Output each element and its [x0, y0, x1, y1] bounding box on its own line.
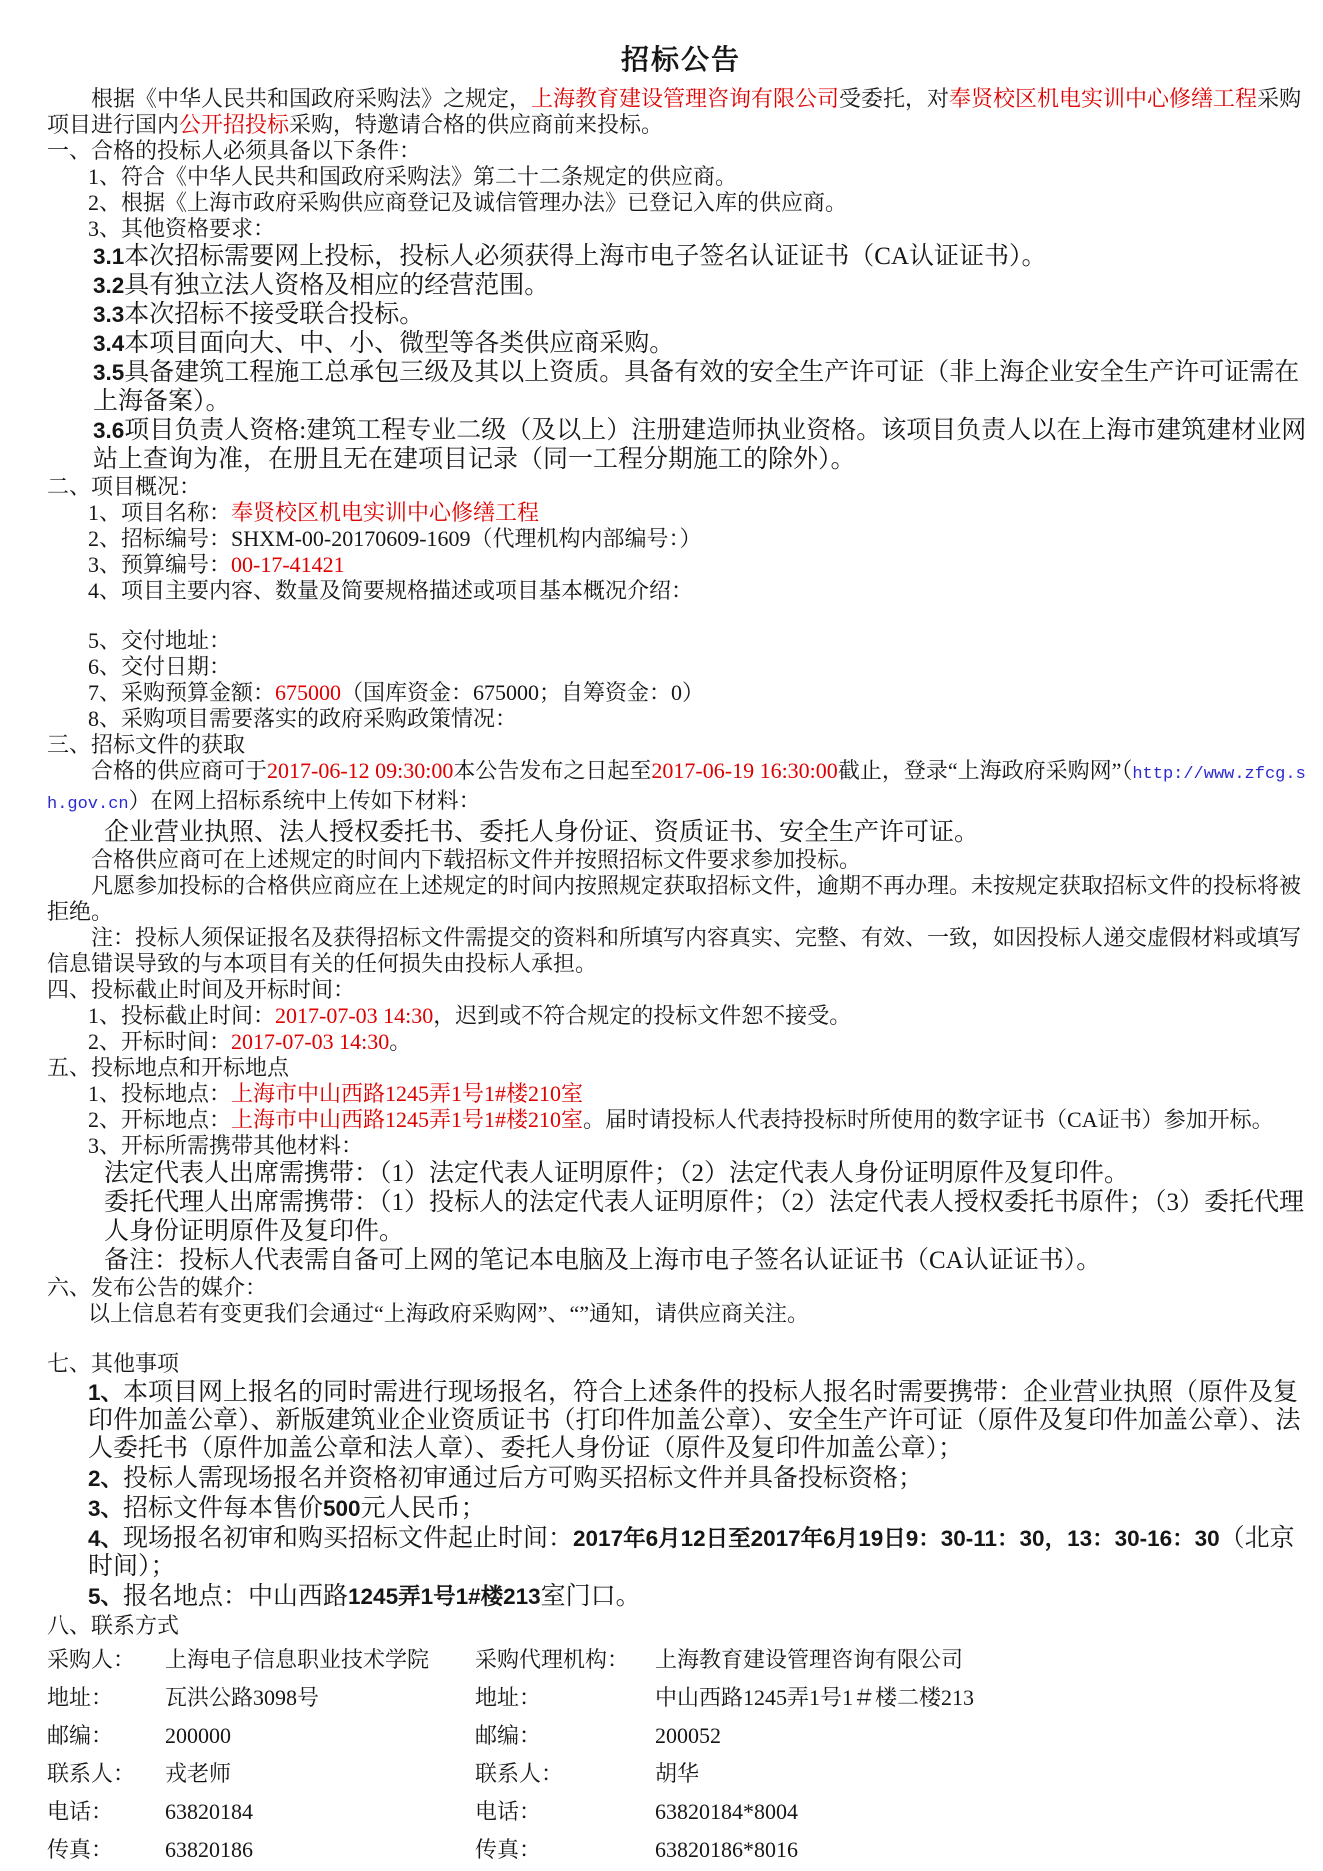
text-run: 4、项目主要内容、数量及简要规格描述或项目基本概况介绍： — [88, 578, 694, 603]
text-run: 675000 — [275, 680, 342, 705]
document-body — [47, 86, 1315, 1639]
text-run: 5、 — [88, 1584, 124, 1609]
section-2-header — [47, 474, 1315, 500]
section-6-header — [47, 1275, 1315, 1301]
item-2-8 — [88, 706, 1315, 732]
text-run: 具有独立法人资格及相应的经营范围。 — [124, 272, 550, 299]
item-1-3 — [88, 216, 1315, 242]
text-run: 截止，登录“上海政府采购网”（ — [837, 758, 1133, 783]
text-run: 3.5 — [93, 360, 125, 385]
contact-value: 上海电子信息职业技术学院 — [165, 1647, 430, 1672]
text-run: 上海市中山西路1245弄1号1#楼210室 — [231, 1081, 584, 1106]
text-run: 2017-06-12 09:30:00 — [267, 758, 454, 783]
text-run: 500 — [323, 1496, 361, 1521]
page-title: 招标公告 — [620, 45, 741, 76]
section-7-header — [47, 1351, 1315, 1377]
para-3-3 — [47, 847, 1315, 873]
text-run: 七、其他事项 — [47, 1351, 180, 1376]
text-run: 2017-07-03 14:30 — [275, 1003, 434, 1028]
text-run: 八、联系方式 — [47, 1613, 180, 1638]
contact-row — [47, 1755, 1315, 1793]
text-run: 根据《中华人民共和国政府采购法》之规定， — [91, 86, 532, 111]
text-run: 3、开标所需携带其他材料： — [88, 1133, 364, 1158]
para-6-1 — [88, 1301, 1315, 1327]
text-run: 。届时请投标人代表持投标时所使用的数字证书（CA证书）参加开标。 — [583, 1107, 1274, 1132]
text-run: 奉贤校区机电实训中心修缮工程 — [949, 86, 1258, 111]
section-8-header — [47, 1613, 1315, 1639]
text-run: 采购项目进行国内 — [47, 86, 1302, 137]
contact-row — [47, 1641, 1315, 1679]
text-run: 2017-06-19 16:30:00 — [651, 758, 838, 783]
item-7-5 — [88, 1583, 1315, 1611]
text-run: 受委托，对 — [839, 86, 950, 111]
item-2-6 — [88, 654, 1315, 680]
text-run: 合格的供应商可于 — [91, 758, 268, 783]
text-run: 室门口。 — [540, 1583, 641, 1610]
text-run: 3.1 — [93, 244, 125, 269]
item-5-3 — [88, 1133, 1315, 1159]
text-run: 1、 — [88, 1380, 124, 1405]
spacer-b — [47, 1327, 1315, 1351]
text-run: 投标人需现场报名并资格初审通过后方可购买招标文件并具备投标资格； — [123, 1465, 924, 1492]
item-1-1 — [88, 164, 1315, 190]
contact-row — [47, 1717, 1315, 1755]
text-run: 本项目面向大、中、小、微型等各类供应商采购。 — [124, 330, 675, 357]
para-3-5 — [47, 925, 1315, 977]
text-run: 凡愿参加投标的合格供应商应在上述规定的时间内按照规定获取招标文件，逾期不再办理。未按规定获取招标文件的投标将被拒绝。 — [47, 873, 1302, 924]
text-run: 本次招标不接受联合投标。 — [124, 301, 425, 328]
contact-label: 邮编： — [47, 1723, 114, 1748]
text-run: 委托代理人出席需携带：（1）投标人的法定代表人证明原件；（2）法定代表人授权委托书原件；（3）委托代理人身份证明原件及复印件。 — [104, 1189, 1305, 1245]
text-run: 采购，特邀请合格的供应商前来投标。 — [289, 112, 664, 137]
contact-label: 采购人： — [47, 1647, 136, 1672]
item-2-5 — [88, 628, 1315, 654]
text-run: 注：投标人须保证报名及获得招标文件需提交的资料和所填写内容真实、完整、有效、一致，如因投标人递交虚假材料或填写信息错误导致的与本项目有关的任何损失由投标人承担。 — [47, 925, 1302, 976]
item-7-1 — [88, 1379, 1315, 1463]
contact-value: 戎老师 — [165, 1761, 232, 1786]
item-4-2 — [88, 1029, 1315, 1055]
text-run: 3.2 — [93, 273, 125, 298]
text-run: 六、发布公告的媒介： — [47, 1275, 268, 1300]
text-run: 招标文件每本售价 — [123, 1495, 324, 1522]
text-run: 。 — [389, 1029, 412, 1054]
text-run: 具备建筑工程施工总承包三级及其以上资质。具备有效的安全生产许可证（非上海企业安全生产许可证需在上海备案）。 — [93, 359, 1300, 415]
text-run: 本公告发布之日起至 — [453, 758, 652, 783]
text-run: 3、其他资格要求： — [88, 216, 276, 241]
section-1-header — [47, 138, 1315, 164]
text-run: （北京时间）； — [88, 1525, 1295, 1580]
text-run: 2017年6月12日至2017年6月19日9：30-11：30，13：30-16：30 — [573, 1526, 1220, 1551]
contact-row — [47, 1793, 1315, 1831]
contact-value: 瓦洪公路3098号 — [165, 1685, 320, 1710]
item-2-7 — [88, 680, 1315, 706]
para-5-1 — [104, 1159, 1315, 1188]
contact-label: 采购代理机构： — [475, 1647, 630, 1672]
text-run: 以上信息若有变更我们会通过“上海政府采购网”、“”通知，请供应商关注。 — [88, 1301, 810, 1326]
item-1-3-4 — [93, 329, 1315, 358]
para-3-2 — [104, 818, 1315, 847]
item-7-3 — [88, 1495, 1315, 1523]
section-4-header — [47, 977, 1315, 1003]
contact-label: 地址： — [475, 1685, 542, 1710]
item-1-2 — [88, 190, 1315, 216]
text-run: 1、符合《中华人民共和国政府采购法》第二十二条规定的供应商。 — [88, 164, 738, 189]
contact-label: 地址： — [47, 1685, 114, 1710]
contact-value: 63820184 — [165, 1799, 253, 1824]
text-run: 本次招标需要网上投标，投标人必须获得上海市电子签名认证证书（CA认证证书）。 — [124, 243, 1047, 270]
text-run: 3.4 — [93, 331, 125, 356]
item-2-3 — [88, 552, 1315, 578]
contact-label: 传真： — [475, 1837, 542, 1862]
text-run: 奉贤校区机电实训中心修缮工程 — [231, 500, 540, 525]
contact-row — [47, 1831, 1315, 1869]
contact-table — [47, 1641, 1315, 1869]
item-7-2 — [88, 1465, 1315, 1493]
contact-value: 上海教育建设管理咨询有限公司 — [655, 1647, 964, 1672]
item-1-3-5 — [93, 358, 1315, 416]
contact-value: 200052 — [655, 1723, 721, 1748]
text-run: 00-17-41421 — [231, 552, 345, 577]
text-run: 6、交付日期： — [88, 654, 232, 679]
text-run: 项目负责人资格:建筑工程专业二级（及以上）注册建造师执业资格。该项目负责人以在上海市建筑建材业网站上查询为准，在册且无在建项目记录（同一工程分期施工的除外）。 — [93, 417, 1307, 473]
text-run: 三、招标文件的获取 — [47, 732, 246, 757]
text-run: 一、合格的投标人必须具备以下条件： — [47, 138, 422, 163]
text-run: 2、招标编号：SHXM-00-20170609-1609（代理机构内部编号：） — [88, 526, 702, 551]
contact-value: 200000 — [165, 1723, 231, 1748]
text-run: ）在网上招标系统中上传如下材料： — [128, 788, 481, 813]
text-run: 企业营业执照、法人授权委托书、委托人身份证、资质证书、安全生产许可证。 — [104, 819, 980, 846]
text-run: 3.3 — [93, 302, 125, 327]
item-2-2 — [88, 526, 1315, 552]
item-1-3-3 — [93, 300, 1315, 329]
contact-value: 63820184*8004 — [655, 1799, 798, 1824]
contact-label: 联系人： — [47, 1761, 136, 1786]
para-3-1 — [47, 758, 1315, 818]
text-run: 合格供应商可在上述规定的时间内下载招标文件并按照招标文件要求参加投标。 — [91, 847, 862, 872]
contact-value: 胡华 — [655, 1761, 700, 1786]
text-run: 8、采购项目需要落实的政府采购政策情况： — [88, 706, 518, 731]
text-run: 本项目网上报名的同时需进行现场报名，符合上述条件的投标人报名时需要携带：企业营业执照（原件及复印件加盖公章）、新版建筑业企业资质证书（打印件加盖公章）、安全生产许可证（原件及复印件加盖公章）、法人委托书（原件加盖公章和法人章）、委托人身份证（原件及复印件加盖公章）； — [88, 1379, 1301, 1462]
contact-value: 中山西路1245弄1号1＃楼二楼213 — [655, 1685, 975, 1710]
section-5-header — [47, 1055, 1315, 1081]
contact-value: 63820186*8016 — [655, 1837, 798, 1862]
text-run: 5、交付地址： — [88, 628, 232, 653]
text-run: 四、投标截止时间及开标时间： — [47, 977, 356, 1002]
text-run: 元人民币； — [360, 1495, 486, 1522]
item-1-3-2 — [93, 271, 1315, 300]
contact-label: 电话： — [47, 1799, 114, 1824]
item-5-1 — [88, 1081, 1315, 1107]
text-run: （国库资金：675000；自筹资金：0） — [341, 680, 705, 705]
item-4-1 — [88, 1003, 1315, 1029]
text-run: 1、投标地点： — [88, 1081, 232, 1106]
text-run: 上海市中山西路1245弄1号1#楼210室 — [231, 1107, 584, 1132]
para-5-3 — [104, 1246, 1315, 1275]
text-run: 法定代表人出席需携带：（1）法定代表人证明原件；（2）法定代表人身份证明原件及复印件。 — [104, 1160, 1130, 1187]
text-run: 2、 — [88, 1466, 124, 1491]
item-2-1 — [88, 500, 1315, 526]
text-run: ，迟到或不符合规定的投标文件恕不接受。 — [433, 1003, 852, 1028]
text-run: 五、投标地点和开标地点 — [47, 1055, 290, 1080]
item-7-4 — [88, 1525, 1315, 1581]
text-run: 报名地点：中山西路 — [123, 1583, 349, 1610]
text-run: 上海教育建设管理咨询有限公司 — [531, 86, 840, 111]
text-run: 二、项目概况： — [47, 474, 202, 499]
section-3-header — [47, 732, 1315, 758]
contact-label: 电话： — [475, 1799, 542, 1824]
text-run: 4、 — [88, 1526, 124, 1551]
intro-paragraph — [47, 86, 1315, 138]
item-2-4 — [88, 578, 1315, 604]
text-run: 3、预算编号： — [88, 552, 232, 577]
text-run: 3、 — [88, 1496, 124, 1521]
item-1-3-6 — [93, 416, 1315, 474]
contact-label: 联系人： — [475, 1761, 564, 1786]
item-1-3-1 — [93, 242, 1315, 271]
text-run: 1、项目名称： — [88, 500, 232, 525]
text-run: 2017-07-03 14:30 — [231, 1029, 390, 1054]
para-5-2 — [104, 1188, 1315, 1246]
text-run: 2、开标地点： — [88, 1107, 232, 1132]
item-5-2 — [88, 1107, 1315, 1133]
contact-row — [47, 1679, 1315, 1717]
text-run: 2、开标时间： — [88, 1029, 232, 1054]
text-run: 2、根据《上海市政府采购供应商登记及诚信管理办法》已登记入库的供应商。 — [88, 190, 848, 215]
text-run: 1、投标截止时间： — [88, 1003, 276, 1028]
text-run: 3.6 — [93, 418, 125, 443]
procurement-site-link[interactable]: http://www.zfcg.sh.gov.cn — [47, 765, 1306, 814]
text-run: 1245弄1号1#楼213 — [348, 1584, 541, 1609]
para-3-4 — [47, 873, 1315, 925]
spacer-a — [47, 604, 1315, 628]
contact-value: 63820186 — [165, 1837, 253, 1862]
text-run: 备注：投标人代表需自备可上网的笔记本电脑及上海市电子签名认证证书（CA认证证书）。 — [104, 1247, 1102, 1274]
contact-label: 邮编： — [475, 1723, 542, 1748]
text-run: 现场报名初审和购买招标文件起止时间： — [123, 1525, 574, 1552]
text-run: 7、采购预算金额： — [88, 680, 276, 705]
text-run: 公开招投标 — [179, 112, 290, 137]
contact-label: 传真： — [47, 1837, 114, 1862]
